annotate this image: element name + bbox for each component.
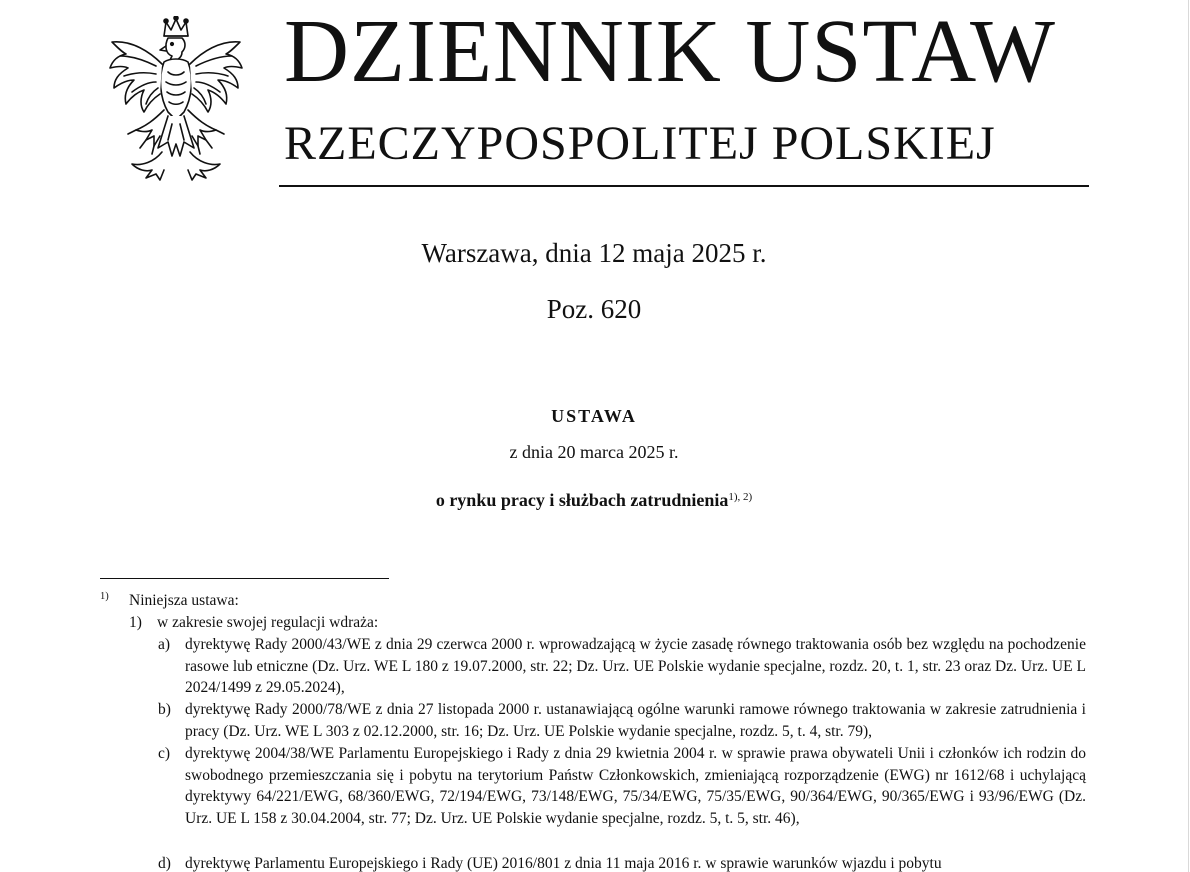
issue-position: Poz. 620 — [546, 294, 642, 324]
act-title — [0, 488, 1188, 512]
footnote-item-letter: b) — [158, 701, 171, 718]
footnote-intro: Niniejsza ustawa: — [129, 592, 239, 609]
footnote-item-text: dyrektywę Rady 2000/78/WE z dnia 27 listopada 2000 r. ustanawiającą ogólne warunki ramowe równego traktowania w zakresie zatrudnienia i pracy (Dz. Urz. WE L 303 z 02.12.2000, str. 16; Dz. Urz. UE Polskie wydanie specjalne, rozdz. 5, t. 4, str. 79), — [185, 701, 1086, 740]
issue-date: Warszawa, dnia 12 maja 2025 r. — [421, 238, 767, 268]
footnote-item-text: dyrektywę Parlamentu Europejskiego i Rady (UE) 2016/801 z dnia 11 maja 2016 r. w sprawie warunków wjazdu i pobytu — [185, 855, 942, 872]
footnote-marker: 1) — [100, 591, 109, 602]
act-date: z dnia 20 marca 2025 r. — [509, 442, 679, 462]
footnote-point-number: 1) — [129, 614, 142, 631]
footnote-item-text: dyrektywę 2004/38/WE Parlamentu Europejskiego i Rady z dnia 29 kwietnia 2004 r. w sprawie prawa obywateli Unii i członków ich rodzin do swobodnego przemieszczania się i pobytu na terytorium Państw Członkowskich, zmieniającą rozporządzenie (EWG) nr 1612/68 i uchylającą dyrektywy 64/221/EWG, 68/360/EWG, 72/194/EWG, 73/148/EWG, 75/34/EWG, 75/35/EWG, 90/364/EWG, 90/365/EWG i 93/96/EWG (Dz. Urz. UE L 158 z 30.04.2004, str. 77; Dz. Urz. UE Polskie wydanie specjalne, rozdz. 5, t. 5, str. 46), — [185, 745, 1086, 827]
footnote-item-letter: d) — [158, 855, 171, 872]
act-title-text: o rynku pracy i służbach zatrudnienia — [435, 490, 729, 510]
act-type: USTAWA — [551, 406, 637, 426]
footnote-item-letter: a) — [158, 636, 171, 653]
gazette-title: DZIENNIK USTAW — [284, 2, 1056, 101]
masthead-divider — [279, 185, 1089, 187]
footnote-divider — [100, 578, 389, 579]
polish-eagle-emblem-icon — [106, 16, 246, 182]
gazette-subtitle: RZECZYPOSPOLITEJ POLSKIEJ — [284, 117, 996, 170]
footnote-item-text: dyrektywę Rady 2000/43/WE z dnia 29 czerwca 2000 r. wprowadzającą w życie zasadę równego traktowania osób bez względu na pochodzenie rasowe lub etniczne (Dz. Urz. WE L 180 z 19.07.2000, str. 22; Dz. Urz. UE Polskie wydanie specjalne, rozdz. 20, t. 1, str. 23 oraz Dz. Urz. UE L 2024/1499 z 29.05.2024), — [185, 636, 1086, 696]
footnote-point-text: w zakresie swojej regulacji wdraża: — [157, 614, 379, 631]
page-edge-line — [1188, 0, 1189, 872]
footnote-item-letter: c) — [158, 745, 171, 762]
act-title-footnote-refs: 1), 2) — [728, 491, 753, 503]
